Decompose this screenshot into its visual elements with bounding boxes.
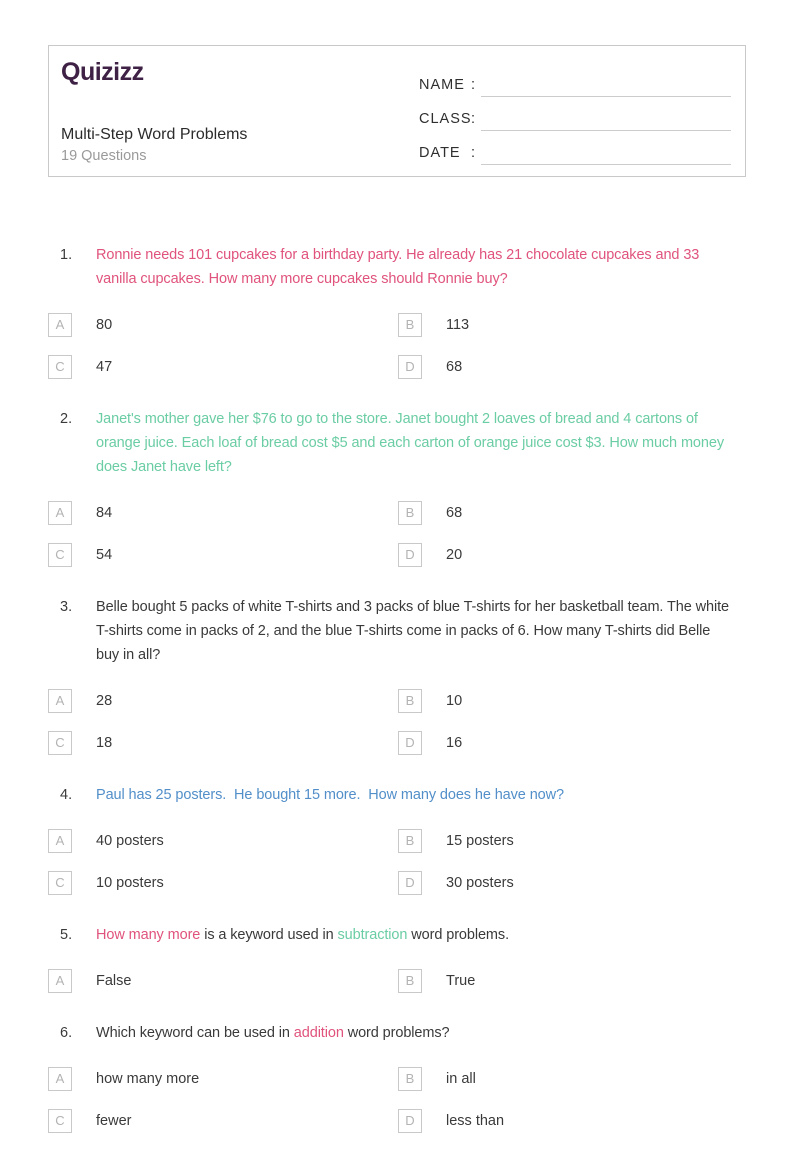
option-c[interactable]	[48, 1109, 398, 1133]
question-text	[96, 1021, 746, 1045]
question-text	[96, 243, 746, 291]
option-letter-box[interactable]: C	[48, 871, 72, 895]
option-text: 84	[96, 505, 113, 521]
option-letter-box[interactable]: A	[48, 969, 72, 993]
option-b[interactable]	[398, 313, 746, 337]
question-number: 4.	[60, 787, 73, 803]
option-b[interactable]	[398, 969, 746, 993]
question-count: 19 Questions	[61, 148, 147, 164]
option-b[interactable]	[398, 1067, 746, 1091]
option-text: 15 posters	[446, 833, 514, 849]
worksheet-header	[48, 45, 746, 177]
question-text-segment: addition	[293, 1025, 344, 1041]
question-3	[48, 595, 746, 755]
question-text-segment: word problems.	[407, 927, 509, 943]
option-a[interactable]	[48, 829, 398, 853]
option-a[interactable]	[48, 689, 398, 713]
option-grid	[48, 689, 746, 755]
date-colon: :	[471, 145, 477, 161]
option-letter-box[interactable]: C	[48, 1109, 72, 1133]
option-text: in all	[446, 1071, 476, 1087]
option-letter-box[interactable]: B	[398, 829, 422, 853]
option-a[interactable]	[48, 969, 398, 993]
question-text	[96, 595, 746, 667]
option-letter-box[interactable]: A	[48, 313, 72, 337]
option-letter-box[interactable]: B	[398, 501, 422, 525]
question-text-segment: word problems?	[343, 1025, 450, 1041]
option-d[interactable]	[398, 355, 746, 379]
option-letter-box[interactable]: A	[48, 689, 72, 713]
option-letter-box[interactable]: D	[398, 543, 422, 567]
option-text: True	[446, 973, 476, 989]
option-letter-box[interactable]: C	[48, 355, 72, 379]
question-list	[48, 243, 746, 1133]
option-d[interactable]	[398, 731, 746, 755]
option-text: how many more	[96, 1071, 200, 1087]
option-letter-box[interactable]: C	[48, 731, 72, 755]
question-2	[48, 407, 746, 567]
option-c[interactable]	[48, 543, 398, 567]
option-b[interactable]	[398, 829, 746, 853]
option-letter-box[interactable]: B	[398, 969, 422, 993]
option-letter-box[interactable]: A	[48, 501, 72, 525]
option-grid	[48, 829, 746, 895]
question-5	[48, 923, 746, 993]
title-block	[61, 126, 419, 164]
option-text: 18	[96, 735, 113, 751]
class-field-row	[419, 93, 731, 127]
option-text: 68	[446, 505, 463, 521]
option-text: 16	[446, 735, 463, 751]
header-left	[49, 46, 419, 176]
class-label: CLASS	[419, 111, 472, 127]
name-label: NAME	[419, 77, 465, 93]
option-letter-box[interactable]: A	[48, 829, 72, 853]
option-b[interactable]	[398, 689, 746, 713]
option-d[interactable]	[398, 1109, 746, 1133]
option-text: False	[96, 973, 132, 989]
question-4	[48, 783, 746, 895]
option-text: 30 posters	[446, 875, 514, 891]
option-grid	[48, 501, 746, 567]
question-number: 5.	[60, 927, 73, 943]
worksheet-page	[0, 45, 794, 1133]
question-number: 3.	[60, 599, 73, 615]
question-text	[96, 407, 746, 479]
name-field-row	[419, 59, 731, 93]
option-text: less than	[446, 1113, 505, 1129]
question-text-segment: Janet's mother gave her $76 to go to the store. Janet bought 2 loaves of bread and 4 cartons of orange juice. Each loaf of bread cost $5 and each carton of orange juice cost $3. How much money does Janet have left?	[96, 411, 728, 475]
option-text: 20	[446, 547, 463, 563]
question-text	[96, 923, 746, 947]
option-text: 113	[446, 317, 470, 333]
date-field-row	[419, 127, 731, 161]
option-letter-box[interactable]: D	[398, 1109, 422, 1133]
option-c[interactable]	[48, 731, 398, 755]
option-text: 10 posters	[96, 875, 164, 891]
name-colon: :	[471, 77, 477, 93]
option-c[interactable]	[48, 871, 398, 895]
name-fill-line[interactable]	[481, 96, 731, 97]
option-d[interactable]	[398, 871, 746, 895]
question-text-segment: is a keyword used in	[200, 927, 338, 943]
question-text-segment: Belle bought 5 packs of white T-shirts and 3 packs of blue T-shirts for her basketball team. The white T-shirts come in packs of 2, and the blue T-shirts come in packs of 6. How many T-shirts did Belle buy in all?	[96, 599, 733, 663]
class-fill-line[interactable]	[481, 130, 731, 131]
option-grid	[48, 313, 746, 379]
option-grid	[48, 969, 746, 993]
option-b[interactable]	[398, 501, 746, 525]
option-text: 54	[96, 547, 113, 563]
option-letter-box[interactable]: D	[398, 731, 422, 755]
option-text: 40 posters	[96, 833, 164, 849]
option-grid	[48, 1067, 746, 1133]
header-fields	[419, 46, 745, 176]
question-text-segment: Ronnie needs 101 cupcakes for a birthday party. He already has 21 chocolate cupcakes and 33 vanilla cupcakes. How many more cupcakes should Ronnie buy?	[96, 247, 704, 287]
option-a[interactable]	[48, 313, 398, 337]
question-text-segment: How many more	[96, 927, 201, 943]
class-colon: :	[471, 111, 477, 127]
option-a[interactable]	[48, 501, 398, 525]
date-fill-line[interactable]	[481, 164, 731, 165]
option-text: fewer	[96, 1113, 132, 1129]
option-c[interactable]	[48, 355, 398, 379]
question-number: 6.	[60, 1025, 73, 1041]
option-text: 80	[96, 317, 113, 333]
option-letter-box[interactable]: A	[48, 1067, 72, 1091]
option-d[interactable]	[398, 543, 746, 567]
question-1	[48, 243, 746, 379]
option-letter-box[interactable]: B	[398, 1067, 422, 1091]
question-text	[96, 783, 746, 807]
worksheet-title: Multi-Step Word Problems	[61, 126, 248, 143]
option-letter-box[interactable]: D	[398, 355, 422, 379]
option-text: 28	[96, 693, 113, 709]
quizizz-logo: Quizizz	[61, 58, 144, 86]
option-letter-box[interactable]: B	[398, 689, 422, 713]
date-label: DATE	[419, 145, 461, 161]
option-text: 68	[446, 359, 463, 375]
question-text-segment: subtraction	[337, 927, 408, 943]
option-a[interactable]	[48, 1067, 398, 1091]
question-number: 1.	[60, 247, 73, 263]
question-number: 2.	[60, 411, 73, 427]
option-letter-box[interactable]: B	[398, 313, 422, 337]
question-6	[48, 1021, 746, 1133]
question-text-segment: Paul has 25 posters. He bought 15 more. How many does he have now?	[96, 787, 564, 803]
option-text: 10	[446, 693, 463, 709]
option-letter-box[interactable]: D	[398, 871, 422, 895]
question-text-segment: Which keyword can be used in	[96, 1025, 294, 1041]
option-letter-box[interactable]: C	[48, 543, 72, 567]
option-text: 47	[96, 359, 113, 375]
